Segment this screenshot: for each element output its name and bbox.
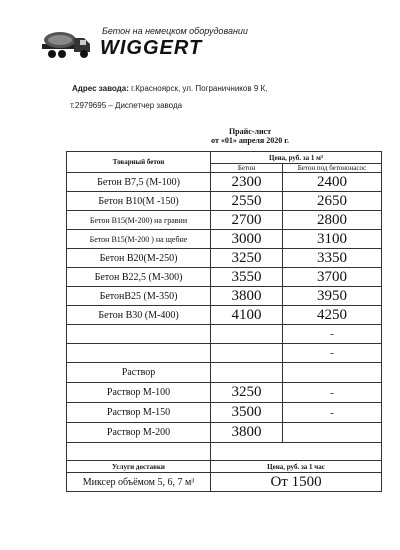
header-row [67,152,382,164]
mortar-price: 3800 [211,423,283,443]
empty-cell [211,325,283,344]
mortar-price: 3250 [211,383,283,403]
title: Прайс-лист [228,127,272,136]
table-row [67,268,382,287]
price-header: Цена, руб. за 1 м³ [211,152,382,164]
slogan: Бетон на немецком оборудовании [102,26,248,36]
product-name: Бетон В15(М-200 ) на щебне [67,230,211,249]
beton-price: 2700 [211,211,283,230]
spacer-row [67,443,382,461]
table-row [67,473,382,492]
pump-price: 2800 [283,211,382,230]
mortar-pump: - [283,403,382,423]
empty-row [67,344,382,363]
address-line [72,84,267,93]
price-table [66,151,382,492]
table-row [67,383,382,403]
product-name: Бетон В30 (М-400) [67,306,211,325]
delivery-price-header: Цена, руб. за 1 час [211,461,382,473]
table-row [67,211,382,230]
product-name: Бетон В15(М-200) на гравии [67,211,211,230]
delivery-price: От 1500 [211,473,382,492]
mixer-truck-icon [40,30,96,62]
pump-price: 3100 [283,230,382,249]
beton-header: Бетон [211,164,283,173]
empty-cell [67,443,211,461]
beton-price: 2300 [211,173,283,192]
price-list-title [195,127,305,145]
product-header: Товарный бетон [67,152,211,173]
beton-price: 3250 [211,249,283,268]
beton-price: 2550 [211,192,283,211]
mortar-pump [283,423,382,443]
pump-price: 3950 [283,287,382,306]
table-row [67,230,382,249]
mortar-name: Раствор М-100 [67,383,211,403]
product-name: БетонВ25 (М-350) [67,287,211,306]
delivery-name: Миксер объёмом 5, 6, 7 м³ [67,473,211,492]
delivery-header-row [67,461,382,473]
delivery-title: Услуги доставки [67,461,211,473]
mortar-name: Раствор М-200 [67,423,211,443]
pump-price: 4250 [283,306,382,325]
brand-logo: WIGGERT [100,37,203,59]
product-name: Бетон В22,5 (М-300) [67,268,211,287]
empty-cell [67,344,211,363]
empty-row [67,325,382,344]
pump-price: 3350 [283,249,382,268]
mortar-name: Раствор М-150 [67,403,211,423]
address-label: Адрес завода: [72,84,129,93]
dash-cell: - [283,325,382,344]
empty-cell [211,443,382,461]
address-value: г.Красноярск, ул. Пограничников 9 К, [128,84,268,93]
dash-cell: - [283,344,382,363]
table-row [67,423,382,443]
table-row [67,306,382,325]
mortar-title: Раствор [67,363,211,383]
product-name: Бетон В20(М-250) [67,249,211,268]
pump-price: 2400 [283,173,382,192]
table-row [67,192,382,211]
beton-price: 3550 [211,268,283,287]
pump-price: 3700 [283,268,382,287]
mortar-pump: - [283,383,382,403]
mortar-price: 3500 [211,403,283,423]
beton-price: 3000 [211,230,283,249]
empty-cell [67,325,211,344]
table-row [67,403,382,423]
mortar-section-row [67,363,382,383]
date: от «01» апреля 2020 г. [211,136,289,145]
table-row [67,287,382,306]
beton-price: 4100 [211,306,283,325]
product-name: Бетон В10(М -150) [67,192,211,211]
company-header [40,22,260,72]
pump-header: Бетон под бетононасос [283,164,382,173]
pump-price: 2650 [283,192,382,211]
phone-line: т.2979695 – Диспетчер завода [70,101,183,110]
empty-cell [283,363,382,383]
product-name: Бетон В7,5 (М-100) [67,173,211,192]
beton-price: 3800 [211,287,283,306]
table-row [67,173,382,192]
table-row [67,249,382,268]
empty-cell [211,363,283,383]
empty-cell [211,344,283,363]
